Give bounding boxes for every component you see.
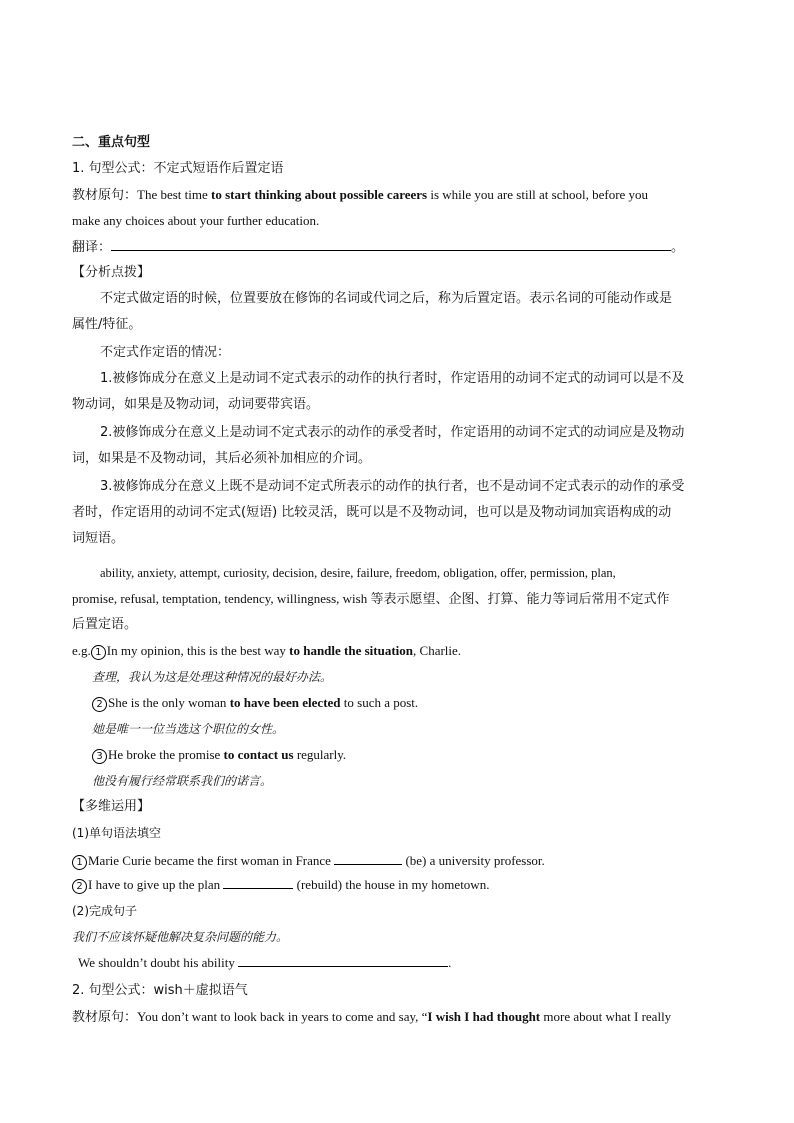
answer-blank[interactable] — [334, 852, 402, 865]
practice-part1-title: (1)单句语法填空 — [72, 826, 161, 840]
analysis-text-2: 属性/特征。 — [72, 317, 142, 332]
section-heading: 二、重点句型 — [72, 135, 151, 150]
source-label: 教材原句： — [72, 1010, 138, 1025]
complete-sentence-chinese: 我们不应该怀疑他解决复杂问题的能力。 — [72, 930, 289, 944]
translate-label: 翻译： — [72, 240, 112, 255]
case2-line1: 2.被修饰成分在意义上是动词不定式表示的动作的承受者时，作定语用的动词不定式的动词应是及物动 — [100, 425, 685, 440]
translate-line: 翻译： 。 — [72, 240, 685, 255]
source-sentence-line2: make any choices about your further education. — [72, 213, 320, 228]
circled-number: 2 — [92, 697, 107, 712]
answer-blank[interactable] — [223, 876, 293, 889]
source-highlight: I wish I had thought — [427, 1009, 541, 1024]
item2-title: 2. 句型公式：wish＋虚拟语气 — [72, 983, 248, 998]
practice-part2-title: (2)完成句子 — [72, 904, 137, 918]
question-1: 1 Marie Curie became the first woman in France (be) a university professor. — [72, 852, 545, 870]
case1-line1: 1.被修饰成分在意义上是动词不定式表示的动作的执行者时，作定语用的动词不定式的动词可以是不及 — [100, 371, 685, 386]
analysis-text-1: 不定式做定语的时候，位置要放在修饰的名词或代词之后，称为后置定语。表示名词的可能动作或是 — [100, 291, 673, 306]
source-label: 教材原句： — [72, 188, 138, 203]
example-3-translation: 他没有履行经常联系我们的诺言。 — [92, 774, 273, 788]
case3-line3: 词短语。 — [72, 531, 125, 546]
example-2: 2 She is the only woman to have been elected to such a post. — [72, 694, 418, 712]
case3-line2: 者时，作定语用的动词不定式(短语) 比较灵活，既可以是不及物动词，也可以是及物动词加宾语构成的动 — [72, 505, 672, 520]
example-1: e.g. 1 In my opinion, this is the best way to handle the situation, Charlie. — [72, 643, 462, 658]
example-2-translation: 她是唯一一位当选这个职位的女性。 — [92, 722, 285, 736]
nouns-line2: promise, refusal, temptation, tendency, willingness, wish 等表示愿望、企图、打算、能力等词后常用不定式作 — [72, 591, 670, 607]
example-1-translation: 查理，我认为这是处理这种情况的最好办法。 — [92, 670, 333, 684]
case1-line2: 物动词，如果是及物动词，动词要带宾语。 — [72, 397, 320, 412]
nouns-line3: 后置定语。 — [72, 617, 138, 632]
source-sentence-line1: 教材原句：The best time to start thinking about possible careers is while you are still at school, before you — [72, 187, 649, 203]
analysis-title: 【分析点拨】 — [72, 265, 151, 280]
practice-title: 【多维运用】 — [72, 799, 151, 814]
answer-blank[interactable] — [238, 954, 448, 967]
eg-label: e.g. — [72, 643, 91, 658]
source-highlight: to start thinking about possible careers — [211, 187, 428, 202]
circled-number: 2 — [72, 879, 87, 894]
circled-number: 1 — [72, 855, 87, 870]
circled-number: 1 — [91, 645, 106, 660]
item2-source-sentence: 教材原句：You don’t want to look back in years to come and say, “I wish I had thought more about what I really — [72, 1009, 672, 1025]
example-3: 3 He broke the promise to contact us regularly. — [72, 746, 346, 764]
complete-sentence-english: We shouldn’t doubt his ability . — [78, 955, 452, 970]
translate-blank[interactable] — [111, 238, 671, 251]
nouns-line1: ability, anxiety, attempt, curiosity, decision, desire, failure, freedom, obligation, offer, permission, plan, — [100, 566, 616, 580]
case3-line1: 3.被修饰成分在意义上既不是动词不定式所表示的动作的执行者，也不是动词不定式表示的动作的承受 — [100, 479, 685, 494]
cases-title: 不定式作定语的情况： — [100, 345, 231, 360]
circled-number: 3 — [92, 749, 107, 764]
question-2: 2 I have to give up the plan (rebuild) the house in my hometown. — [72, 876, 489, 894]
case2-line2: 词，如果是不及物动词，其后必须补加相应的介词。 — [72, 451, 372, 466]
item1-title: 1. 句型公式：不定式短语作后置定语 — [72, 161, 284, 176]
